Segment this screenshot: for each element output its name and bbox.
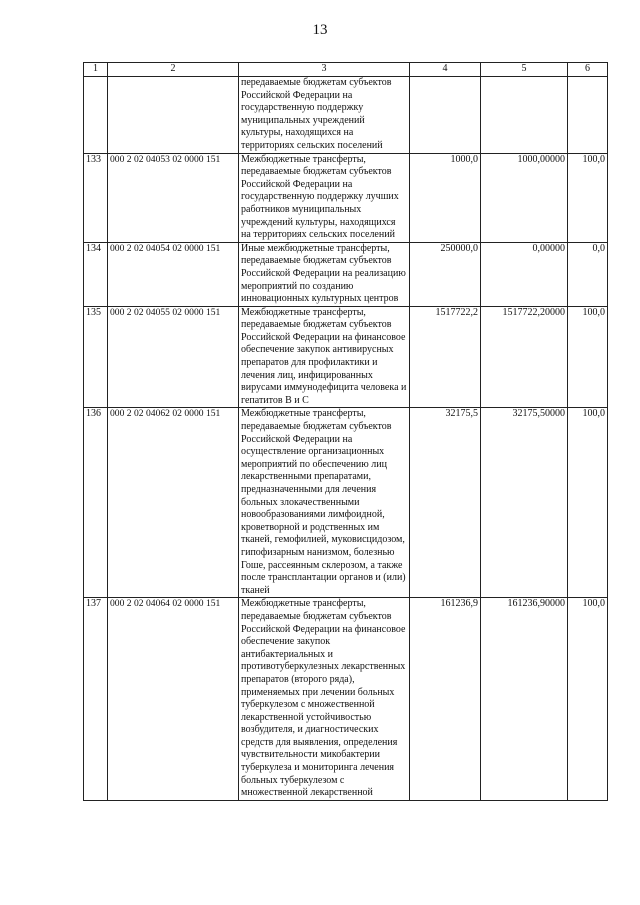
row-percent	[568, 77, 608, 154]
row-number: 137	[84, 598, 108, 801]
row-code: 000 2 02 04055 02 0000 151	[108, 306, 239, 408]
budget-table	[83, 62, 608, 801]
row-code: 000 2 02 04053 02 0000 151	[108, 153, 239, 242]
table-row	[84, 242, 608, 306]
column-header-number: 1	[84, 63, 108, 77]
row-number: 133	[84, 153, 108, 242]
row-plan: 32175,5	[410, 408, 481, 598]
row-percent: 100,0	[568, 598, 608, 801]
row-number: 134	[84, 242, 108, 306]
row-plan: 161236,9	[410, 598, 481, 801]
row-code	[108, 77, 239, 154]
row-fact: 32175,50000	[481, 408, 568, 598]
row-fact: 1000,00000	[481, 153, 568, 242]
row-fact	[481, 77, 568, 154]
row-name: передаваемые бюджетам субъектов Российской Федерации на государственную поддержку муниципальных учреждений культуры, находящихся на территориях сельских поселений	[239, 77, 410, 154]
table-row	[84, 598, 608, 801]
table-row	[84, 408, 608, 598]
row-plan: 1000,0	[410, 153, 481, 242]
row-number: 135	[84, 306, 108, 408]
column-header-name: 3	[239, 63, 410, 77]
row-percent: 100,0	[568, 153, 608, 242]
row-fact: 1517722,20000	[481, 306, 568, 408]
row-plan: 250000,0	[410, 242, 481, 306]
table-header-row	[84, 63, 608, 77]
row-plan: 1517722,2	[410, 306, 481, 408]
page-number: 13	[312, 22, 328, 38]
row-code: 000 2 02 04062 02 0000 151	[108, 408, 239, 598]
row-code: 000 2 02 04064 02 0000 151	[108, 598, 239, 801]
row-name: Межбюджетные трансферты, передаваемые бюджетам субъектов Российской Федерации на государственную поддержку лучших работников муниципальных учреждений культуры, находящихся на территориях сельских поселений	[239, 153, 410, 242]
row-code: 000 2 02 04054 02 0000 151	[108, 242, 239, 306]
row-name: Иные межбюджетные трансферты, передаваемые бюджетам субъектов Российской Федерации на реализацию мероприятий по созданию инновационных культурных центров	[239, 242, 410, 306]
row-percent: 100,0	[568, 408, 608, 598]
row-fact: 161236,90000	[481, 598, 568, 801]
row-number	[84, 77, 108, 154]
column-header-percent: 6	[568, 63, 608, 77]
row-percent: 0,0	[568, 242, 608, 306]
row-plan	[410, 77, 481, 154]
row-fact: 0,00000	[481, 242, 568, 306]
row-name: Межбюджетные трансферты, передаваемые бюджетам субъектов Российской Федерации на осуществление организационных мероприятий по обеспечению лиц лекарственными препаратами, предназначенными для лечения больных злокачественными новообразованиями лимфоидной, кроветворной и родственных им тканей, гемофилией, муковисцидозом, гипофизарным нанизмом, болезнью Гоше, рассеянным склерозом, а также после трансплантации органов и (или) тканей	[239, 408, 410, 598]
row-name: Межбюджетные трансферты, передаваемые бюджетам субъектов Российской Федерации на финансовое обеспечение закупок антибактериальных и противотуберкулезных лекарственных препаратов (второго ряда), применяемых при лечении больных туберкулезом с множественной лекарственной устойчивостью возбудителя, и диагностических средств для выявления, определения чувствительности микобактерии туберкулеза и мониторинга лечения больных туберкулезом с множественной лекарственной	[239, 598, 410, 801]
row-percent: 100,0	[568, 306, 608, 408]
column-header-fact: 5	[481, 63, 568, 77]
row-number: 136	[84, 408, 108, 598]
column-header-plan: 4	[410, 63, 481, 77]
table-row	[84, 77, 608, 154]
table-row	[84, 306, 608, 408]
table-row	[84, 153, 608, 242]
row-name: Межбюджетные трансферты, передаваемые бюджетам субъектов Российской Федерации на финансовое обеспечение закупок антивирусных препаратов для профилактики и лечения лиц, инфицированных вирусами иммунодефицита человека и гепатитов В и С	[239, 306, 410, 408]
column-header-code: 2	[108, 63, 239, 77]
